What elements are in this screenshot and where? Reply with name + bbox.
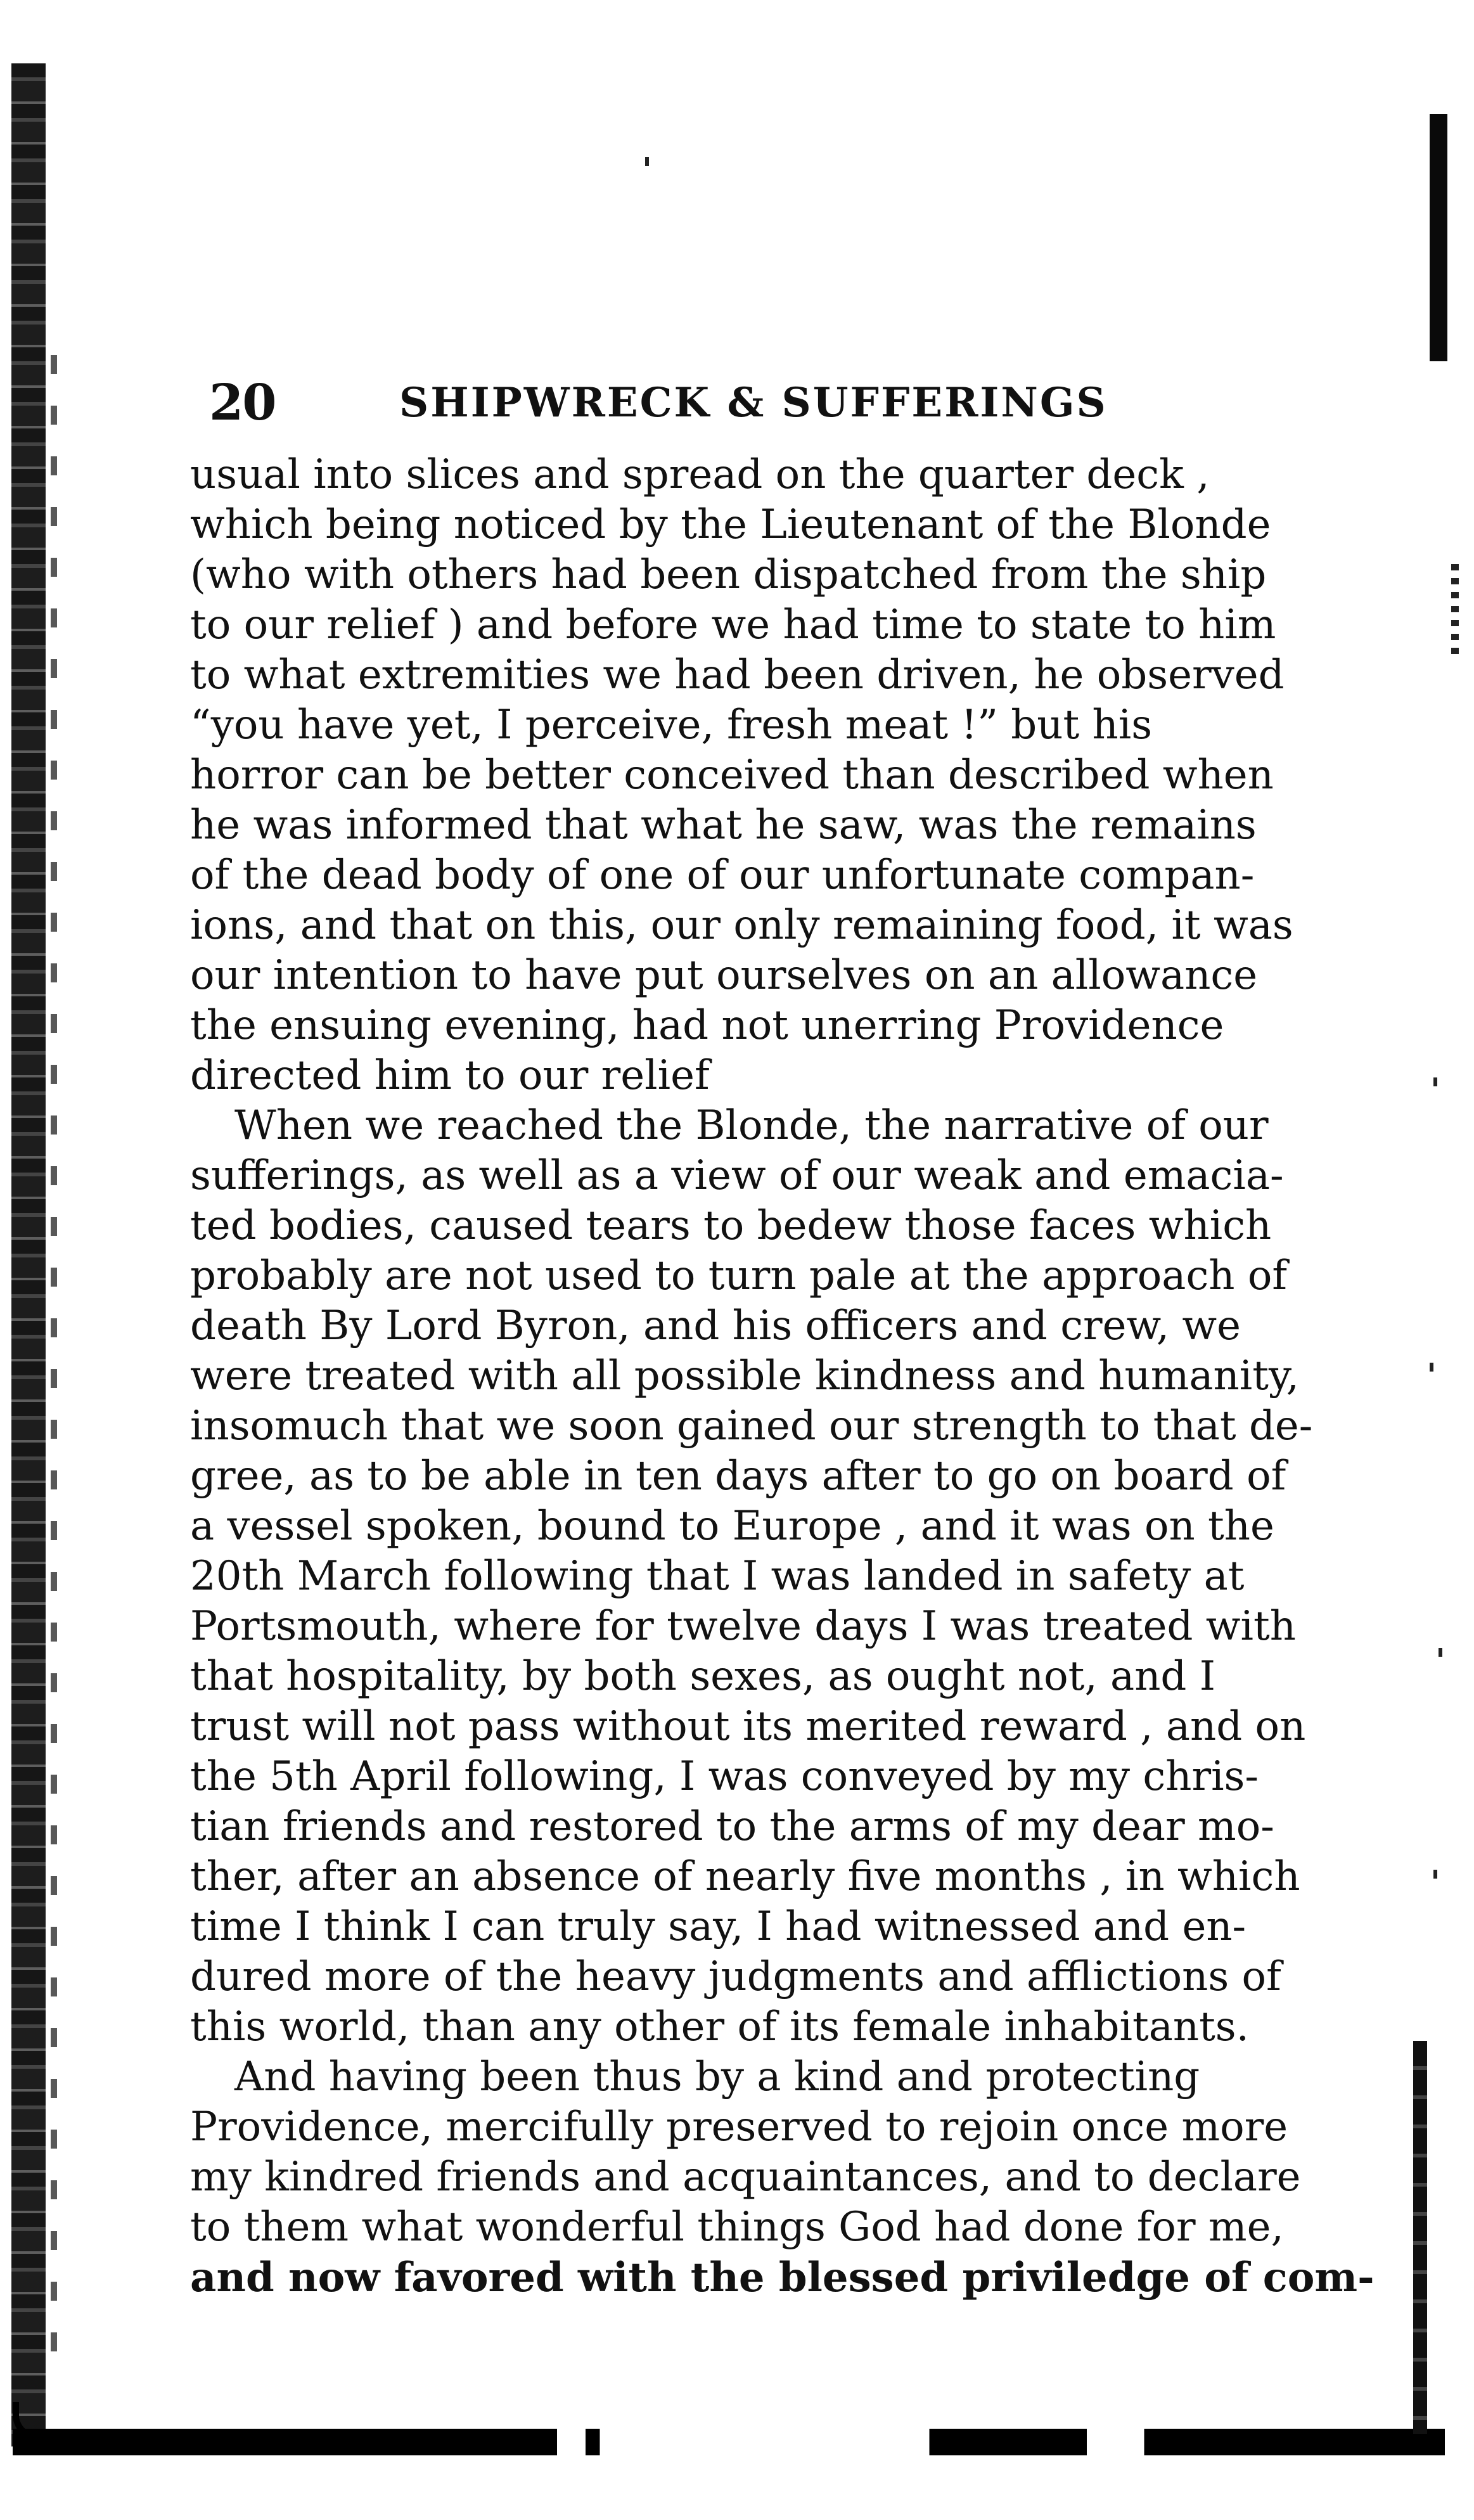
- page-number: 20: [209, 374, 276, 432]
- text-line: Portsmouth, where for twelve days I was treated with: [190, 1603, 1296, 1650]
- text-line: directed him to our relief: [190, 1052, 710, 1099]
- scan-right-edge-top: [1430, 114, 1447, 361]
- scan-binding-shadow: [11, 63, 46, 2446]
- running-title: SHIPWRECK & SUFFERINGS: [399, 379, 1108, 427]
- text-line: our intention to have put ourselves on an allowance: [190, 952, 1258, 999]
- text-line: a vessel spoken, bound to Europe , and it was on the: [190, 1503, 1274, 1550]
- text-line: “you have yet, I perceive, fresh meat !” but his: [190, 702, 1153, 749]
- scan-speck: [1433, 1870, 1437, 1879]
- text-line: ther, after an absence of nearly five months , in which: [190, 1853, 1300, 1900]
- text-line: Providence, mercifully preserved to rejoin once more: [190, 2104, 1288, 2150]
- text-line: time I think I can truly say, I had witnessed and en-: [190, 1903, 1246, 1950]
- scan-right-marks: [1451, 564, 1459, 659]
- text-line: to our relief ) and before we had time to state to him: [190, 601, 1276, 648]
- text-line: to what extremities we had been driven, he observed: [190, 652, 1285, 698]
- text-line: (who with others had been dispatched from the ship: [190, 551, 1267, 598]
- scan-speck: [645, 157, 649, 166]
- text-line: gree, as to be able in ten days after to go on board of: [190, 1453, 1286, 1500]
- paragraph-start-line: And having been thus by a kind and protecting: [234, 2054, 1200, 2100]
- scan-speck: [1439, 1648, 1442, 1657]
- text-line: he was informed that what he saw, was the remains: [190, 802, 1257, 849]
- text-line: dured more of the heavy judgments and afflictions of: [190, 1953, 1281, 2000]
- text-line: 20th March following that I was landed in safety at: [190, 1553, 1245, 1600]
- scan-bottom-edge: [13, 2429, 1445, 2455]
- text-line: probably are not used to turn pale at the approach of: [190, 1252, 1288, 1299]
- text-line: usual into slices and spread on the quarter deck ,: [190, 451, 1210, 498]
- text-line: ted bodies, caused tears to bedew those faces which: [190, 1202, 1272, 1249]
- text-line: that hospitality, by both sexes, as ought not, and I: [190, 1653, 1215, 1700]
- text-line: my kindred friends and acquaintances, and to declare: [190, 2154, 1301, 2201]
- text-line: the 5th April following, I was conveyed by my chris-: [190, 1753, 1259, 1800]
- text-line: which being noticed by the Lieutenant of the Blonde: [190, 501, 1271, 548]
- text-line: tian friends and restored to the arms of my dear mo-: [190, 1803, 1274, 1850]
- scan-right-edge-bottom: [1413, 2041, 1427, 2434]
- text-line: horror can be better conceived than described when: [190, 752, 1274, 799]
- text-line: were treated with all possible kindness and humanity,: [190, 1353, 1299, 1399]
- text-line: sufferings, as well as a view of our weak and emacia-: [190, 1152, 1284, 1199]
- scan-speck: [1430, 1363, 1433, 1372]
- text-line: and now favored with the blessed priviledge of com-: [190, 2254, 1375, 2301]
- text-line: the ensuing evening, had not unerring Providence: [190, 1002, 1224, 1049]
- body-text: [190, 450, 1375, 2303]
- text-line: this world, than any other of its female inhabitants.: [190, 2003, 1249, 2050]
- page-content: [190, 374, 1375, 2303]
- text-line: to them what wonderful things God had done for me,: [190, 2204, 1284, 2251]
- page-header: [190, 374, 1324, 450]
- paragraph-start-line: When we reached the Blonde, the narrative of our: [234, 1102, 1269, 1149]
- text-line: of the dead body of one of our unfortunate compan-: [190, 852, 1255, 899]
- text-line: insomuch that we soon gained our strength to that de-: [190, 1403, 1313, 1450]
- text-line: ions, and that on this, our only remaining food, it was: [190, 902, 1293, 949]
- text-line: trust will not pass without its merited reward , and on: [190, 1703, 1306, 1750]
- text-line: death By Lord Byron, and his officers and crew, we: [190, 1302, 1241, 1349]
- scan-speck: [1433, 1077, 1437, 1086]
- scan-binding-marks: [51, 355, 57, 2383]
